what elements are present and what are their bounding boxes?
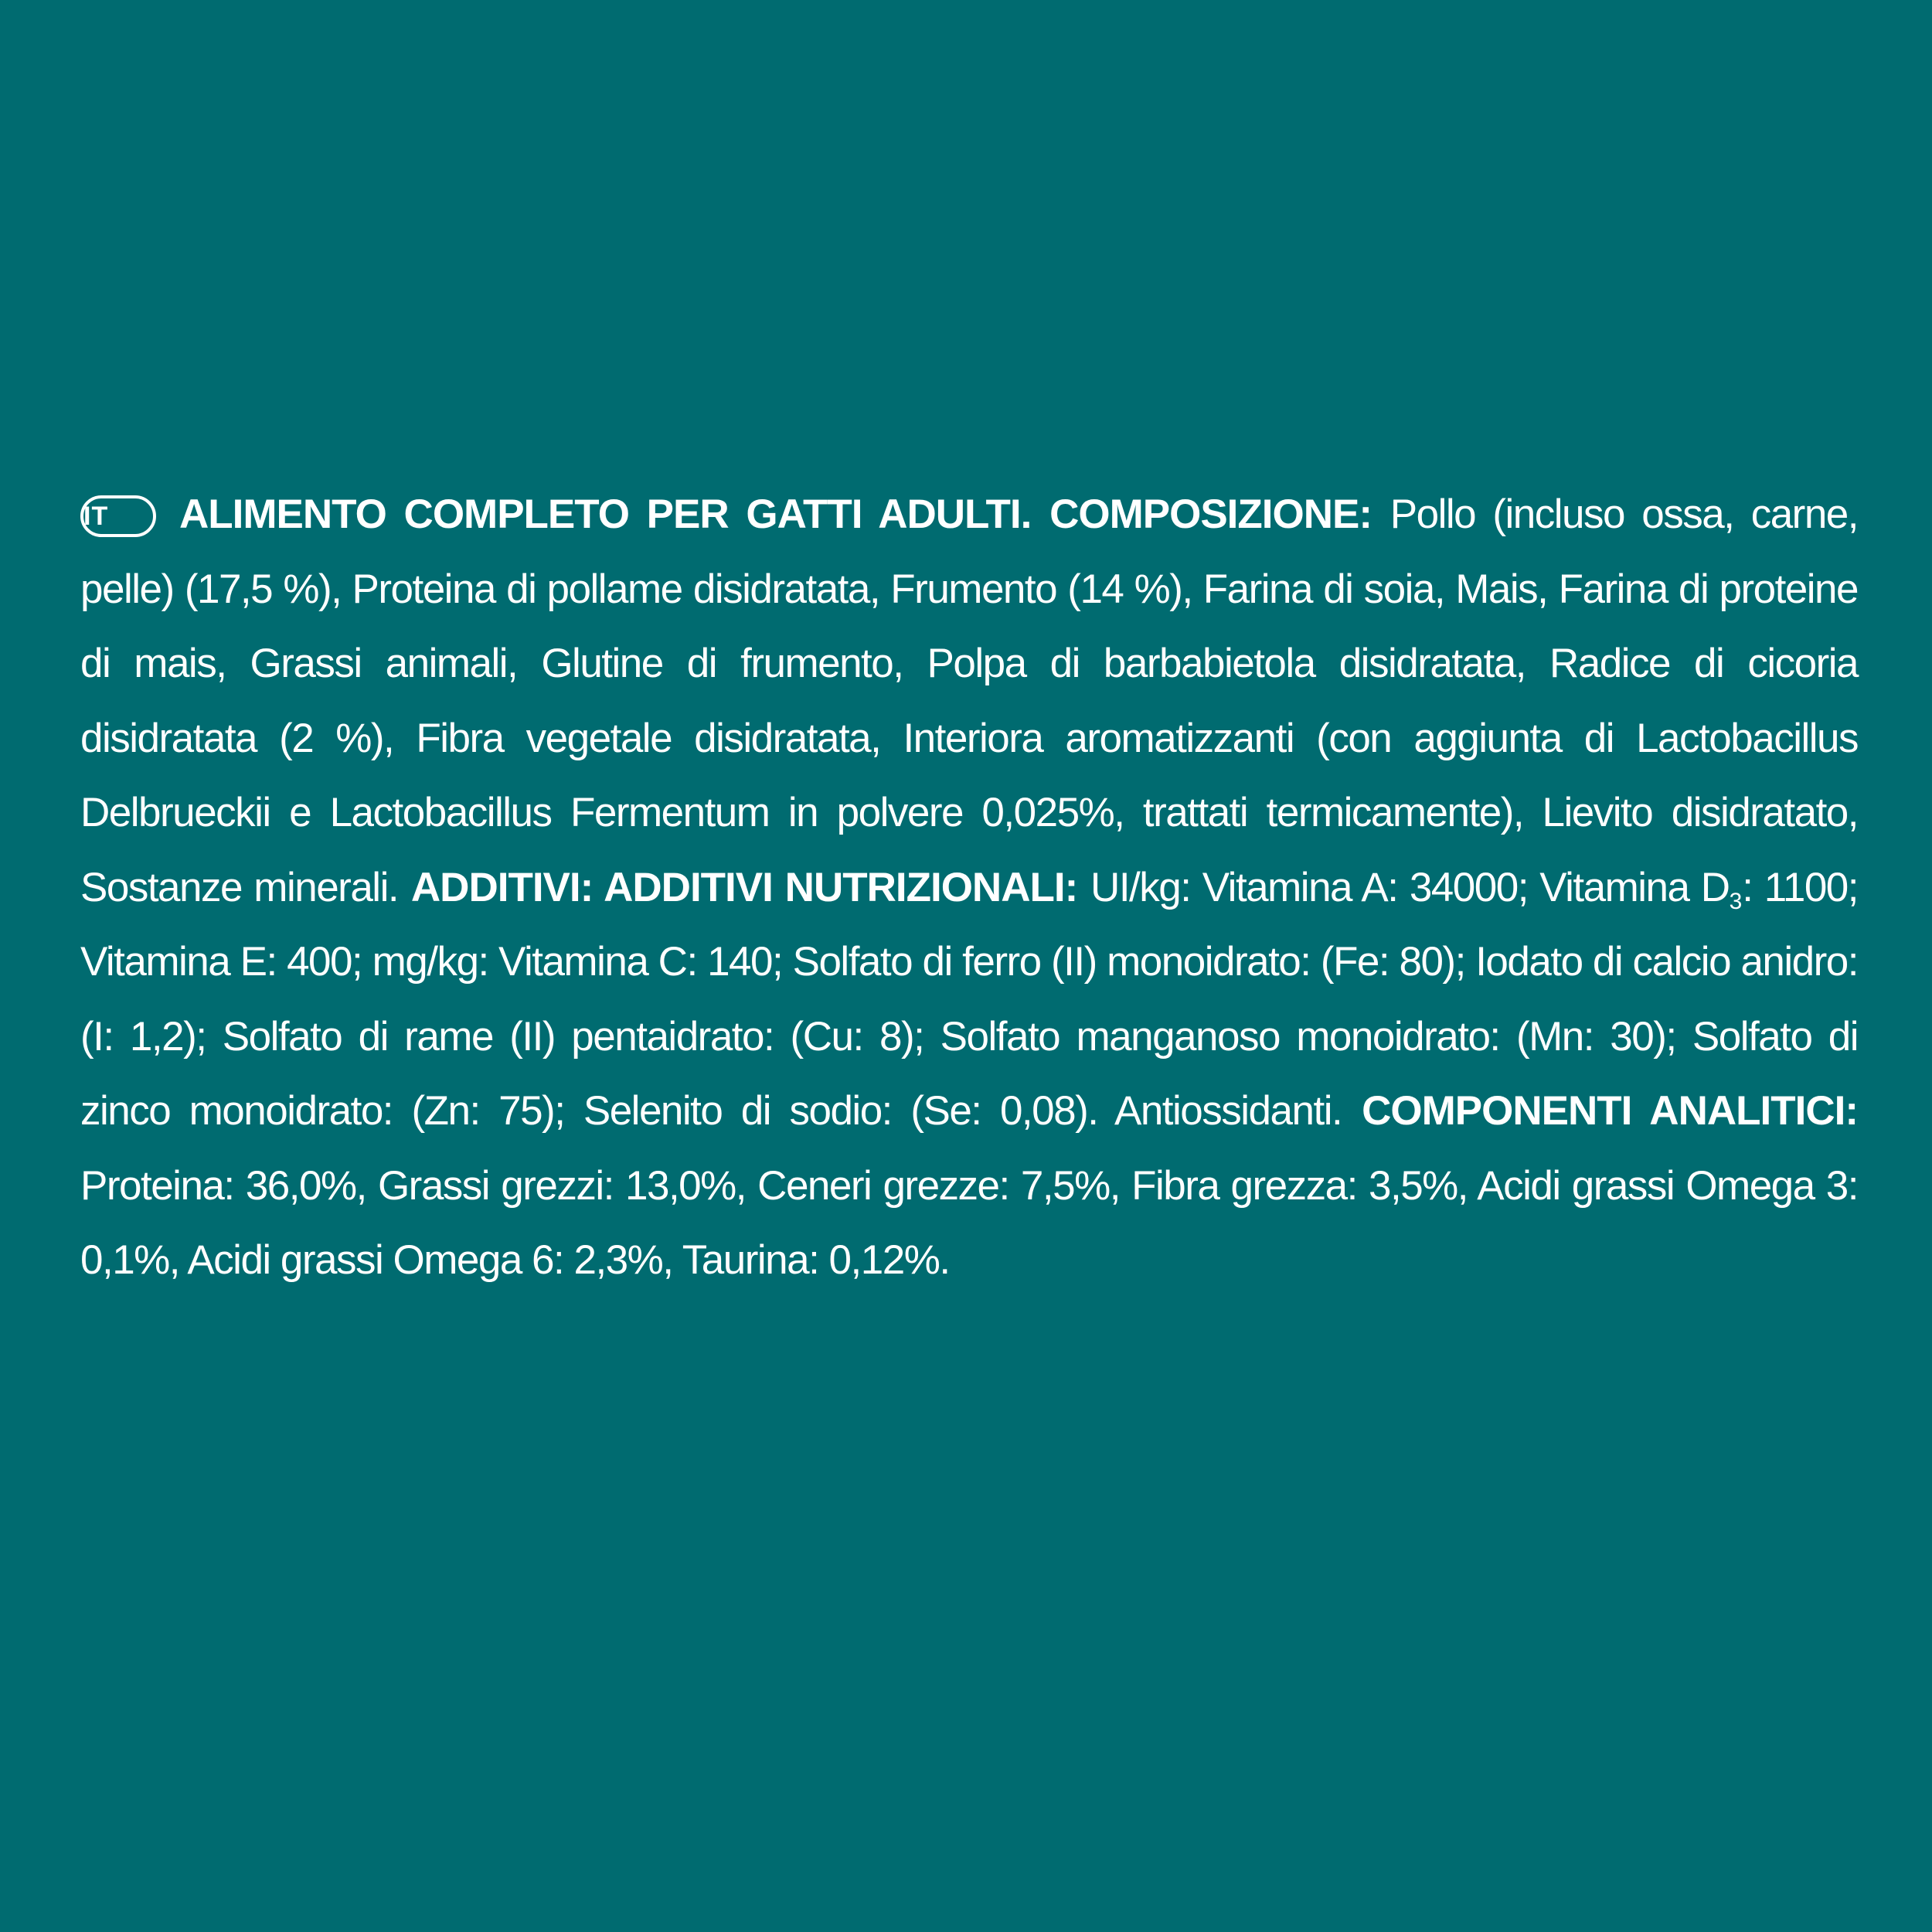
additives-text-rest: : 1100; Vitamina E: 400; mg/kg: Vitamina C: 140; Solfato di ferro (II) monoidrato: (Fe: 80); Iodato di calcio anidro: (I: 1,2); Solfato di rame (II) pentaidrato: (Cu: 8); Solfato manganoso monoidrato: (Mn: 30); Solfato di zinco monoidrato: (Zn: 75); Selenito di sodio: (Se: 0,08). Antiossidanti. [80, 864, 1859, 1134]
analytical-text: Proteina: 36,0%, Grassi grezzi: 13,0%, Ceneri grezze: 7,5%, Fibra grezza: 3,5%, Acidi grassi Omega 3: 0,1%, Acidi grassi Omega 6: 2,3%, Taurina: 0,12%. [80, 1162, 1858, 1283]
composition-text: Pollo (incluso ossa, carne, pelle) (17,5 %), Proteina di pollame disidratata, Frumento (14 %), Farina di soia, Mais, Farina di proteine di mais, Grassi animali, Glutine di frumento, Polpa di barbabietola disidratata, Radice di cicoria disidratata (2 %), Fibra vegetale disidratata, Interiora aromatizzanti (con aggiunta di Lactobacillus Delbrueckii e Lactobacillus Fermentum in polvere 0,025%, trattati termicamente), Lievito disidratato, Sostanze minerali. [80, 492, 1858, 910]
product-heading: ALIMENTO COMPLETO PER GATTI ADULTI. [179, 492, 1032, 537]
additives-heading: ADDITIVI: ADDITIVI NUTRIZIONALI: [410, 864, 1078, 910]
language-badge: IT [80, 495, 156, 537]
vitamin-d-subscript: 3 [1729, 888, 1743, 914]
additives-text-start: UI/kg: Vitamina A: 34000; Vitamina D [1090, 864, 1730, 910]
analytical-heading: COMPONENTI ANALITICI: [1362, 1088, 1858, 1134]
composition-heading: COMPOSIZIONE: [1049, 492, 1372, 537]
ingredients-label [80, 478, 1858, 1298]
